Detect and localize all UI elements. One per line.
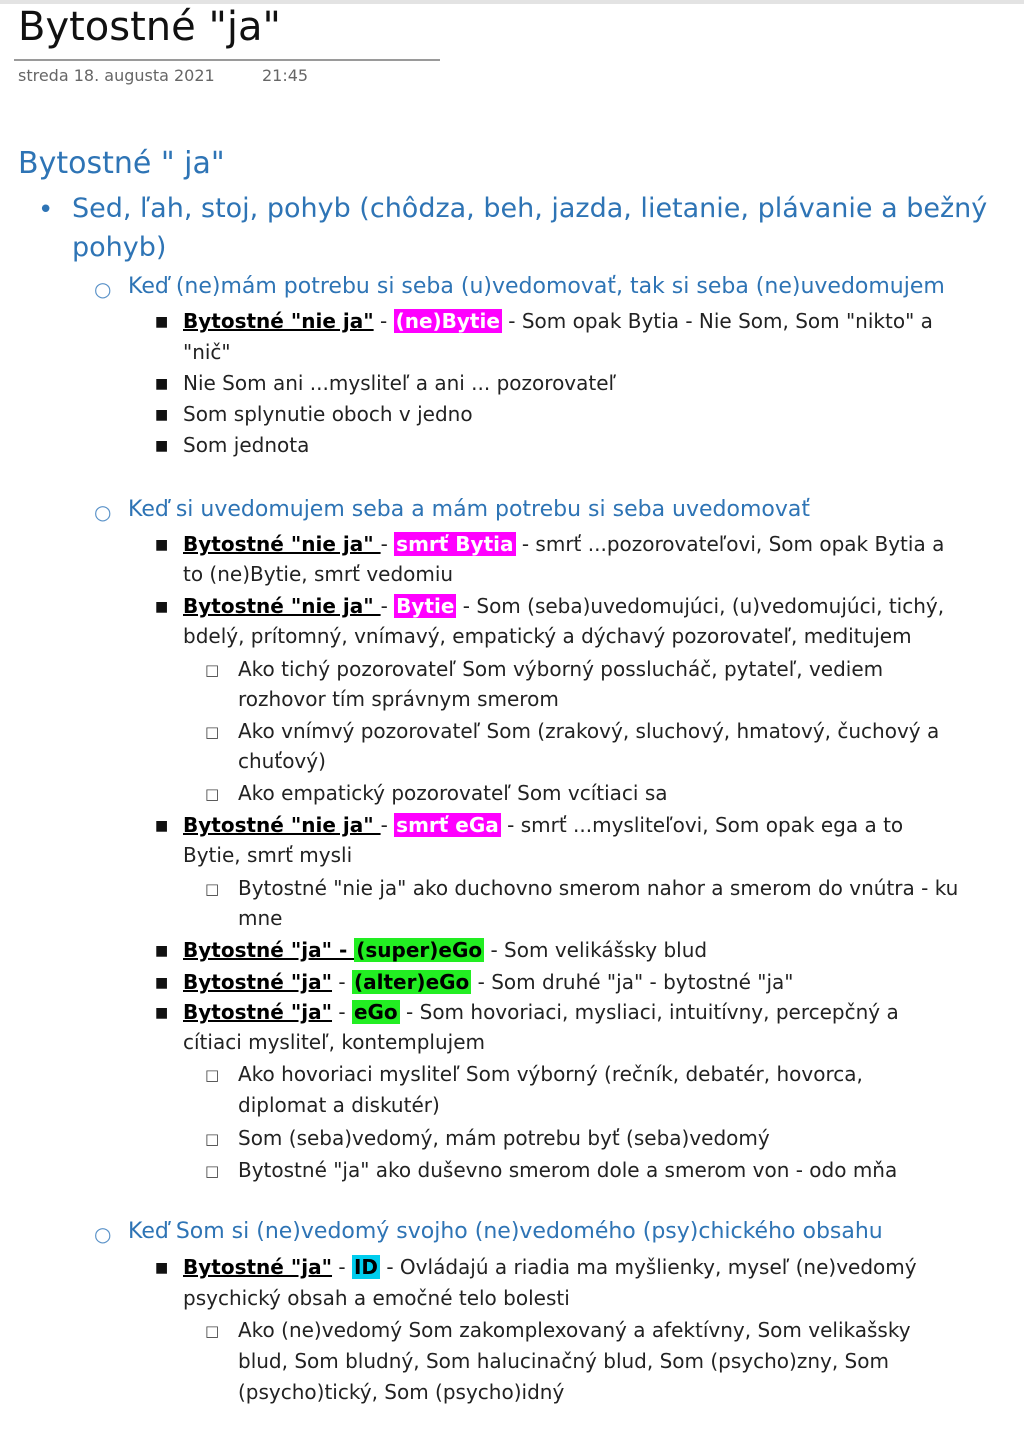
bullet-level2: ○ (94, 277, 112, 301)
separator: - (332, 1255, 352, 1279)
bullet-level3: ■ (155, 438, 169, 454)
sub-item: Ako hovoriaci mysliteľ Som výborný (rečník, debatér, hovorca, (238, 1062, 863, 1086)
bullet-level3: ■ (155, 1005, 169, 1021)
sub-item: Ako (ne)vedomý Som zakomplexovaný a afektívny, Som velikašsky (238, 1318, 911, 1342)
sub-item-cont: (psycho)tický, Som (psycho)idný (238, 1380, 565, 1404)
item-text: - Som (seba)uvedomujúci, (u)vedomujúci, tichý, (456, 594, 945, 618)
note-date: streda 18. augusta 2021 (18, 66, 215, 85)
sub-item-cont: chuťový) (238, 749, 326, 773)
sub-item: Bytostné "nie ja" ako duchovno smerom nahor a smerom do vnútra - ku (238, 876, 959, 900)
section1-item4: Som jednota (183, 433, 310, 457)
keyword: Bytostné "nie ja" (183, 532, 381, 556)
bullet-level4: □ (205, 723, 220, 741)
section2-item2-cont: bdelý, prítomný, vnímavý, empatický a dýchavý pozorovateľ, meditujem (183, 624, 912, 648)
section2-item3 (183, 813, 903, 837)
section2-item6 (183, 1000, 899, 1024)
section3-item1-cont: psychický obsah a emočné telo bolesti (183, 1286, 570, 1310)
bullet-level4: □ (205, 1162, 220, 1180)
item-text: - Som velikášsky blud (484, 938, 708, 962)
section1-item3: Som splynutie oboch v jedno (183, 402, 473, 426)
item-text: - Som druhé "ja" - bytostné "ja" (471, 970, 794, 994)
sub-item-cont: mne (238, 906, 283, 930)
highlight-pink: smrť Bytia (396, 532, 514, 556)
separator: - (380, 813, 395, 837)
section1-item1 (183, 309, 933, 333)
keyword: Bytostné "nie ja" (183, 813, 381, 837)
item-text: - Ovládajú a riadia ma myšlienky, myseľ (ne)vedomý (380, 1255, 917, 1279)
highlight-green: (alter)eGo (353, 970, 470, 994)
sub-item-cont: diplomat a diskutér) (238, 1093, 440, 1117)
keyword: Bytostné "nie ja" (183, 594, 381, 618)
separator: - (380, 594, 395, 618)
section1-item1-cont: "nič" (183, 340, 231, 364)
item-text: - smrť ...mysliteľovi, Som opak ega a to (500, 813, 904, 837)
item-text: - Som hovoriaci, mysliaci, intuitívny, percepčný a (399, 1000, 899, 1024)
section2-item1-cont: to (ne)Bytie, smrť vedomiu (183, 562, 454, 586)
item-text: - smrť ...pozorovateľovi, Som opak Bytia a (515, 532, 945, 556)
sub-item: Ako vnímvý pozorovateľ Som (zrakový, sluchový, hmatový, čuchový a (238, 719, 940, 743)
section2-heading: Keď si uvedomujem seba a mám potrebu si seba uvedomovať (128, 497, 810, 522)
keyword: Bytostné "ja" - (183, 938, 355, 962)
item-text: - Som opak Bytia - Nie Som, Som "nikto" a (501, 309, 933, 333)
section2-item6-cont: cítiaci mysliteľ, kontemplujem (183, 1030, 486, 1054)
bullet-level2: ○ (94, 500, 112, 524)
sub-item: Bytostné "ja" ako duševno smerom dole a smerom von - odo mňa (238, 1158, 898, 1182)
section3-heading: Keď Som si (ne)vedomý svojho (ne)vedomého (psy)chického obsahu (128, 1219, 883, 1244)
bullet-level4: □ (205, 1130, 220, 1148)
bullet1-line1: Sed, ľah, stoj, pohyb (chôdza, beh, jazda, lietanie, plávanie a bežný (72, 193, 988, 224)
highlight-pink: Bytie (396, 594, 455, 618)
bullet-level4: □ (205, 661, 220, 679)
bullet-level3: ■ (155, 599, 169, 615)
sub-item: Som (seba)vedomý, mám potrebu byť (seba)vedomý (238, 1126, 770, 1150)
keyword: Bytostné "ja" (183, 1255, 333, 1279)
highlight-pink: smrť eGa (396, 813, 499, 837)
bullet-level4: □ (205, 1322, 220, 1340)
separator: - (373, 309, 394, 333)
highlight-green: (super)eGo (356, 938, 483, 962)
sub-item-cont: rozhovor tím správnym smerom (238, 687, 559, 711)
section2-item5 (183, 970, 794, 994)
bullet1-line2: pohyb) (72, 232, 167, 263)
bullet-level3: ■ (155, 537, 169, 553)
highlight-cyan: ID (353, 1255, 378, 1279)
title-underline (14, 59, 440, 61)
highlight-pink: (ne)Bytie (395, 309, 500, 333)
bullet-level3: ■ (155, 407, 169, 423)
bullet-level3: ■ (155, 1260, 169, 1276)
keyword: Bytostné "ja" (183, 1000, 333, 1024)
section2-item4 (183, 938, 707, 962)
keyword: Bytostné "nie ja" (183, 309, 374, 333)
separator: - (332, 970, 352, 994)
bullet-level1: • (38, 195, 54, 225)
bullet-level3: ■ (155, 314, 169, 330)
section1-heading: Keď (ne)mám potrebu si seba (u)vedomovať, tak si seba (ne)uvedomujem (128, 274, 945, 299)
bullet-level4: □ (205, 785, 220, 803)
sub-item: Ako tichý pozorovateľ Som výborný posslucháč, pytateľ, vediem (238, 657, 884, 681)
section2-item2 (183, 594, 944, 618)
bullet-level3: ■ (155, 376, 169, 392)
page-heading: Bytostné " ja" (18, 146, 225, 181)
section2-item1 (183, 532, 944, 556)
separator: - (332, 1000, 352, 1024)
bullet-level4: □ (205, 1066, 220, 1084)
separator: - (380, 532, 395, 556)
keyword: Bytostné "ja" (183, 970, 333, 994)
sub-item: Ako empatický pozorovateľ Som vcítiaci sa (238, 781, 668, 805)
highlight-green: eGo (353, 1000, 398, 1024)
bullet-level4: □ (205, 880, 220, 898)
bullet-level3: ■ (155, 818, 169, 834)
note-time: 21:45 (262, 66, 309, 85)
section3-item1 (183, 1255, 917, 1279)
bullet-level2: ○ (94, 1222, 112, 1246)
note-title[interactable]: Bytostné "ja" (18, 4, 281, 50)
section1-item2: Nie Som ani ...mysliteľ a ani ... pozorovateľ (183, 371, 617, 395)
section2-item3-cont: Bytie, smrť mysli (183, 843, 353, 867)
bullet-level3: ■ (155, 975, 169, 991)
bullet-level3: ■ (155, 943, 169, 959)
sub-item-cont: blud, Som bludný, Som halucinačný blud, Som (psycho)zny, Som (238, 1349, 889, 1373)
